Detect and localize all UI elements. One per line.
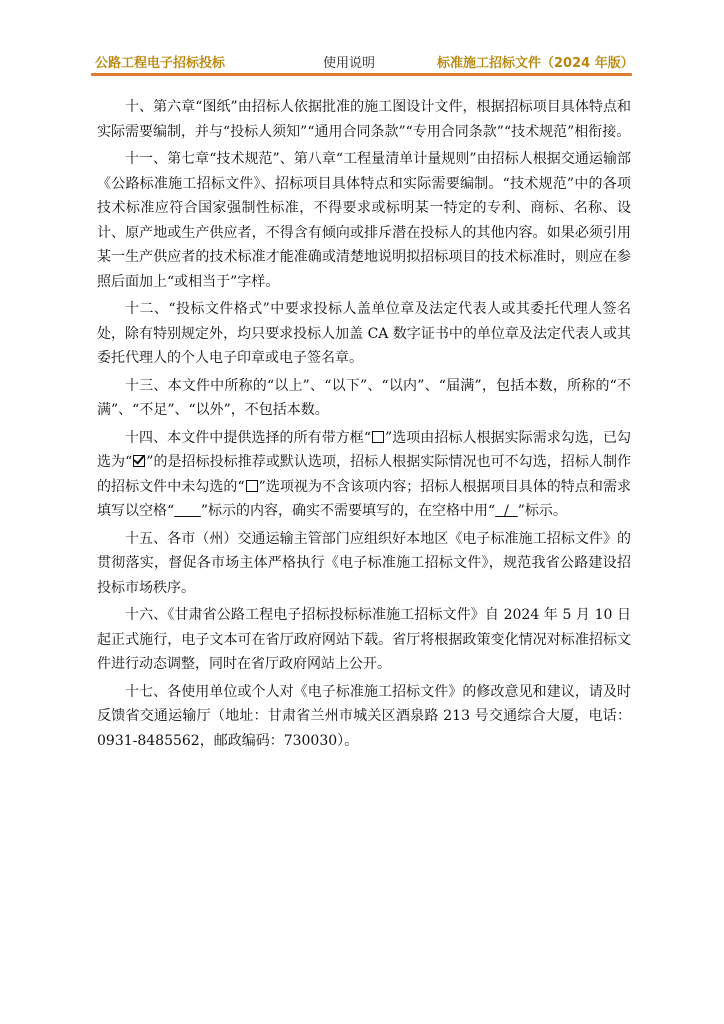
paragraph-14-part-e: ”标示的内容，确实不需要填写的，在空格中用“ [200, 503, 496, 519]
paragraph-11: 十一、第七章“技术规范”、第八章“工程量清单计量规则”由招标人根据交通运输部《公路标准施工招标文件》、招标项目具体特点和实际需要编制。“技术规范”中的各项技术标准应符合国家强制性标准，不得要求或标明某一特定的专利、商标、名称、设计、原产地或生产供应者，不得含有倾向或排斥潜在投标人的其他内容。如果必须引用某一生产供应者的技术标准才能准确或清楚地说明拟招标项目的技术标准时，则应在参照后面加上“或相当于”字样。 [97, 151, 631, 290]
empty-checkbox-icon [246, 480, 258, 492]
checked-checkbox-icon [133, 455, 145, 467]
header-rule [91, 73, 632, 76]
document-body [97, 95, 631, 756]
paragraph-14 [97, 426, 631, 524]
paragraph-14-part-a: 十四、本文件中提供选择的所有带方框“ [125, 429, 371, 446]
paragraph-14-part-c: ”的是招标投标推荐或默认选项，招标人根据实际情况也可不勾选，招标人制作的招标文件中未勾选的“ [97, 454, 631, 495]
slash-blank-underline: / [495, 503, 518, 519]
paragraph-15: 十五、各市（州）交通运输主管部门应组织好本地区《电子标准施工招标文件》的贯彻落实，督促各市场主体严格执行《电子标准施工招标文件》，规范我省公路建设招投标市场秩序。 [97, 530, 631, 596]
header-section-title: 使用说明 [323, 56, 376, 71]
paragraph-14-part-b: ”选项由招标人根据实际需求勾选，已勾选为“ [97, 429, 632, 470]
header-series-title: 公路工程电子招标投标 [95, 56, 226, 71]
blank-underline [174, 499, 201, 524]
page-header [95, 50, 634, 72]
header-document-title: 标准施工招标文件（2024 年版） [437, 56, 634, 71]
paragraph-12: 十二、“投标文件格式”中要求投标人盖单位章及法定代表人或其委托代理人签名处，除有特别规定外，均只要求投标人加盖 CA 数字证书中的单位章及法定代表人或其委托代理人的个人电子印章或电子签名章。 [97, 301, 631, 366]
empty-checkbox-icon [372, 431, 384, 443]
paragraph-10: 十、第六章“图纸”由招标人依据批准的施工图设计文件，根据招标项目具体特点和实际需要编制，并与“投标人须知”“通用合同条款”“专用合同条款”“技术规范”相衔接。 [97, 99, 631, 140]
paragraph-13: 十三、本文件中所称的“以上”、“以下”、“以内”、“届满”，包括本数，所称的“不满”、“不足”、“以外”，不包括本数。 [97, 377, 631, 418]
paragraph-17: 十七、各使用单位或个人对《电子标准施工招标文件》的修改意见和建议，请及时反馈省交通运输厅（地址：甘肃省兰州市城关区酒泉路 213 号交通综合大厦，电话：0931-8485562，邮政编码：730030）。 [97, 683, 631, 749]
paragraph-16: 十六、《甘肃省公路工程电子招标投标标准施工招标文件》自 2024 年 5 月 10 日起正式施行，电子文本可在省厅政府网站下载。省厅将根据政策变化情况对标准招标文件进行动态调整，同时在省厅政府网站上公开。 [97, 607, 631, 672]
paragraph-14-part-d: ”选项视为不含该项内容；招标人根据项目具体的特点和需求填写以空格“ [97, 478, 631, 519]
paragraph-14-part-f: ”标示。 [517, 503, 567, 519]
